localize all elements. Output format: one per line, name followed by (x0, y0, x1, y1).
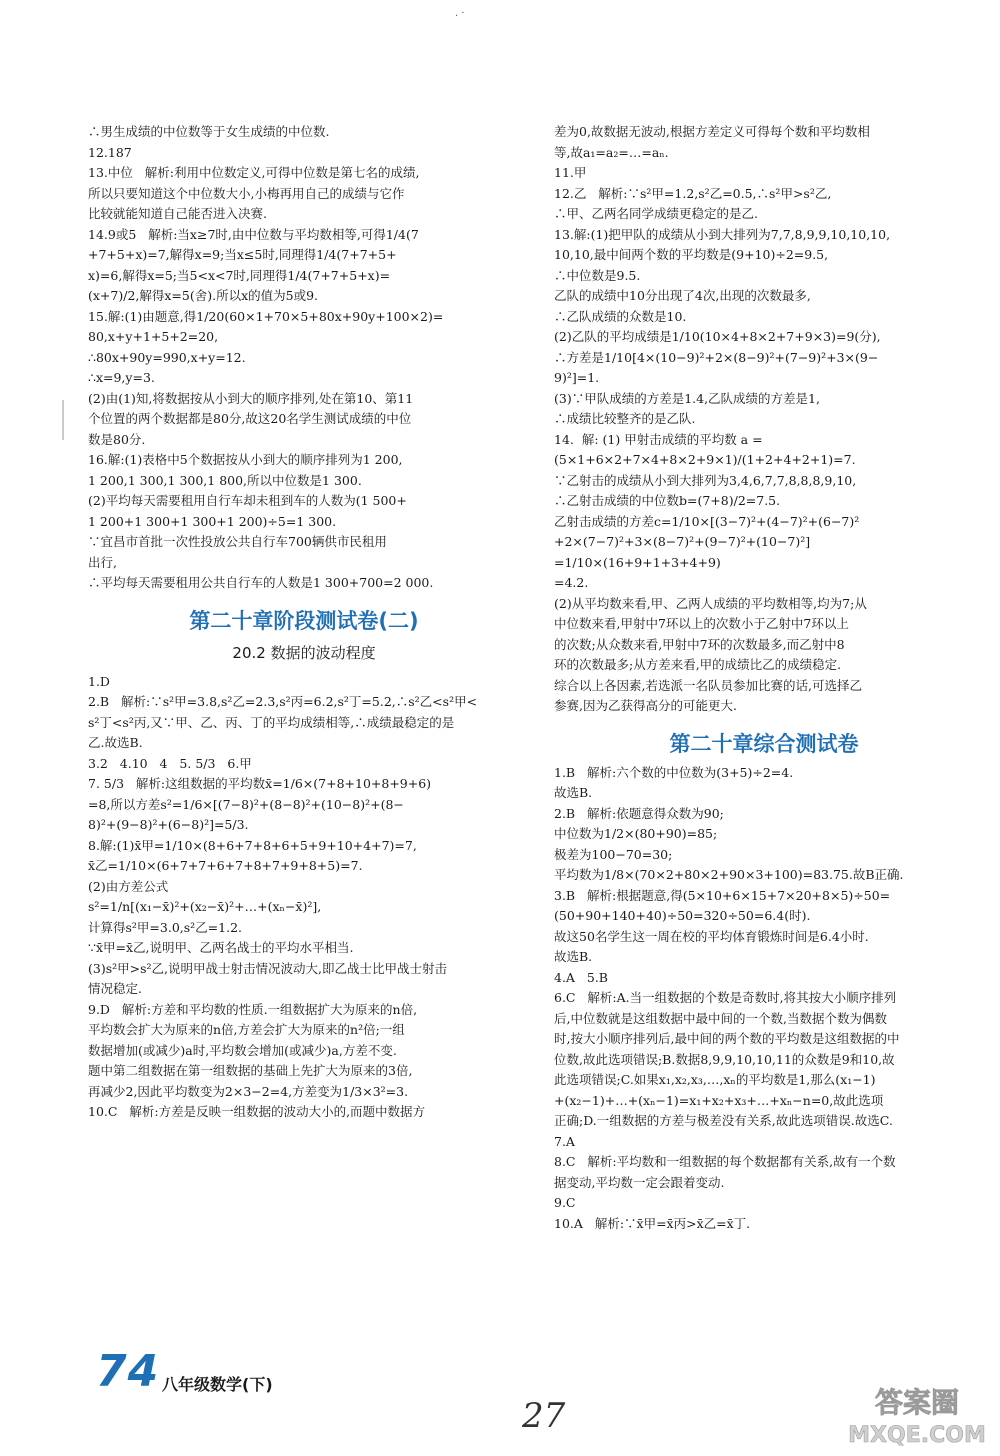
left-answers-chapter-20-1 (88, 122, 520, 594)
answer-line: ∵乙射击的成绩从小到大排列为3,4,6,7,7,8,8,8,9,10, (554, 472, 857, 488)
answer-line: 数据增加(或减少)a时,平均数会增加(或减少)a,方差不变. (88, 1042, 397, 1058)
answer-line: 乙射击成绩的方差c=1/10×[(3−7)²+(4−7)²+(6−7)² (554, 513, 860, 529)
answer-line: 1 200,1 300,1 300,1 800,所以中位数是1 300. (88, 472, 362, 488)
answer-line: 位数,故此选项错误;B.数据8,9,9,10,10,11的众数是9和10,故 (554, 1051, 895, 1067)
answer-line: 7.A (554, 1133, 575, 1149)
answer-line: ∴乙队成绩的众数是10. (554, 308, 687, 324)
answer-line: (50+90+140+40)÷50=320÷50=6.4(时). (554, 908, 811, 923)
answer-line: 乙.故选B. (88, 735, 143, 750)
answer-line: (2)平均每天需要租用自行车却未租到车的人数为(1 500+ (88, 493, 407, 508)
answer-line: 16.解:(1)表格中5个数据按从小到大的顺序排列为1 200, (88, 452, 403, 467)
answer-line: 80,x+y+1+5+2=20, (88, 329, 219, 344)
answer-line: 故选B. (554, 785, 593, 800)
left-answers-chapter-20-2 (88, 672, 520, 1123)
answer-line: 后,中位数就是这组数据中最中间的一个数,当数据个数为偶数 (554, 1010, 887, 1026)
answer-line: 环的次数最多;从方差来看,甲的成绩比乙的成绩稳定. (554, 657, 842, 672)
answer-line: 1.B 解析:六个数的中位数为(3+5)÷2=4. (554, 764, 794, 780)
answer-line: (3)∵甲队成绩的方差是1.4,乙队成绩的方差是1, (554, 390, 820, 406)
answer-line: 题中第二组数据在第一组数据的基础上先扩大为原来的3倍, (88, 1063, 413, 1078)
answer-line: s²丁<s²丙,又∵甲、乙、丙、丁的平均成绩相等,∴成绩最稳定的是 (88, 714, 455, 730)
answer-line: 中位数为1/2×(80+90)=85; (554, 826, 718, 841)
answer-line: 2.B 解析:依题意得众数为90; (554, 805, 724, 821)
answer-line: 时,按大小顺序排列后,最中间的两个数的平均数是这组数据的中 (554, 1031, 900, 1046)
answer-line: 乙队的成绩中10分出现了4次,出现的次数最多, (554, 288, 811, 303)
right-column (554, 122, 974, 1234)
answer-line: ∵x̄甲=x̄乙,说明甲、乙两名战士的平均水平相当. (88, 940, 354, 955)
answer-line: ∴方差是1/10[4×(10−9)²+2×(8−9)²+(7−9)²+3×(9− (554, 349, 879, 365)
answer-line: 8)²+(9−8)²+(6−8)²]=5/3. (88, 817, 249, 832)
answer-line: 故选B. (554, 949, 593, 964)
answer-line: (3)s²甲>s²乙,说明甲战士射击情况波动大,即乙战士比甲战士射击 (88, 960, 447, 976)
answer-line: ∴乙射击成绩的中位数b=(7+8)/2=7.5. (554, 493, 781, 508)
section-title-stage-test-2: 第二十章阶段测试卷(二) (189, 608, 419, 633)
answer-line: 平均数为1/8×(70×2+80×2+90×3+100)=83.75.故B正确. (554, 867, 904, 882)
answer-line: ∴中位数是9.5. (554, 267, 641, 283)
book-label: 八年级数学(下) (162, 1375, 273, 1394)
answer-line: 3.B 解析:根据题意,得(5×10+6×15+7×20+8×5)÷50= (554, 887, 891, 903)
answer-line: ∴成绩比较整齐的是乙队. (554, 411, 696, 426)
answer-line: 所以只要知道这个中位数大小,小梅再用自己的成绩与它作 (88, 185, 405, 201)
answer-line: 10.C 解析:方差是反映一组数据的波动大小的,而题中数据方 (88, 1104, 426, 1119)
answer-line: 计算得s²甲=3.0,s²乙=1.2. (88, 919, 243, 935)
answer-line: +2×(7−7)²+3×(8−7)²+(9−7)²+(10−7)²] (554, 534, 811, 549)
answer-line: =8,所以方差s²=1/6×[(7−8)²+(8−8)²+(10−8)²+(8− (88, 796, 404, 812)
answer-line: 7. 5/3 解析:这组数据的平均数x̄=1/6×(7+8+10+8+9+6) (88, 776, 432, 791)
answer-line: ∴x=9,y=3. (88, 370, 155, 385)
answer-line: 4.A 5.B (554, 969, 608, 985)
scan-marks: . · (455, 8, 465, 19)
section-title-comprehensive-test: 第二十章综合测试卷 (669, 731, 859, 756)
answer-line: ∴男生成绩的中位数等于女生成绩的中位数. (88, 124, 330, 139)
answer-line: 中位数来看,甲射中7环以上的次数小于乙射中7环以上 (554, 616, 849, 631)
answer-line: 比较就能知道自己能否进入决赛. (88, 206, 267, 221)
answer-line: 正确;D.一组数据的方差与极差没有关系,故此选项错误.故选C. (554, 1113, 893, 1128)
answer-line: (2)从平均数来看,甲、乙两人成绩的平均数相等,均为7;从 (554, 595, 867, 611)
answer-line: 1.D (88, 673, 110, 689)
answer-line: 12.187 (88, 144, 132, 160)
answer-line: (x+7)/2,解得x=5(舍).所以x的值为5或9. (88, 288, 318, 303)
watermark-text-cn: 答案圈 (874, 1386, 960, 1419)
answer-line: 8.解:(1)x̄甲=1/10×(8+6+7+8+6+5+9+10+4+7)=7, (88, 837, 417, 853)
answer-line: 14. 解: (1) 甲射击成绩的平均数 a = (554, 431, 763, 447)
answer-line: 出行, (88, 554, 117, 570)
answer-line: ∴80x+90y=990,x+y=12. (88, 349, 246, 365)
answer-line: (2)乙队的平均成绩是1/10(10×4+8×2+7+9×3)=9(分), (554, 329, 881, 344)
answer-line: 6.C 解析:A.当一组数据的个数是奇数时,将其按大小顺序排列 (554, 990, 897, 1005)
answer-line: (2)由(1)知,将数据按从小到大的顺序排列,处在第10、第11 (88, 390, 414, 406)
section-subtitle: 20.2 数据的波动程度 (232, 643, 376, 662)
answer-line: (2)由方差公式 (88, 878, 169, 894)
answer-line: 12.乙 解析:∵s²甲=1.2,s²乙=0.5,∴s²甲>s²乙, (554, 185, 832, 201)
answer-line: 综合以上各因素,若选派一名队员参加比赛的话,可选择乙 (554, 677, 862, 693)
answer-line: 此选项错误;C.如果x₁,x₂,x₃,…,xₙ的平均数是1,那么(x₁−1) (554, 1072, 876, 1087)
margin-mark (62, 400, 64, 440)
answer-line: 15.解:(1)由题意,得1/20(60×1+70×5+80x+90y+100×2)= (88, 308, 444, 324)
answer-line: +7+5+x)=7,解得x=9;当x≤5时,同理得1/4(7+7+5+ (88, 247, 397, 262)
answer-line: 平均数会扩大为原来的n倍,方差会扩大为原来的n²倍;一组 (88, 1022, 405, 1037)
answer-line: 再减少2,因此平均数变为2×3−2=4,方差变为1/3×3²=3. (88, 1083, 409, 1099)
answer-line: =4.2. (554, 575, 589, 590)
answer-line: ∴甲、乙两名同学成绩更稳定的是乙. (554, 206, 758, 221)
answer-line: 等,故a₁=a₂=…=aₙ. (554, 144, 669, 160)
answer-line: 极差为100−70=30; (554, 846, 673, 862)
answer-line: x̄乙=1/10×(6+7+7+6+7+8+7+9+8+5)=7. (88, 858, 363, 873)
answer-line: 8.C 解析:平均数和一组数据的每个数据都有关系,故有一个数 (554, 1154, 896, 1169)
answer-line: x)=6,解得x=5;当5<x<7时,同理得1/4(7+7+5+x)= (88, 267, 391, 283)
right-answers-comprehensive (554, 763, 974, 1235)
answer-line: 10,10,最中间两个数的平均数是(9+10)÷2=9.5, (554, 247, 829, 262)
answer-line: 14.9或5 解析:当x≥7时,由中位数与平均数相等,可得1/4(7 (88, 226, 419, 242)
answer-line: 个位置的两个数据都是80分,故这20名学生测试成绩的中位 (88, 411, 412, 426)
handwritten-number: 27 (522, 1396, 566, 1436)
watermark-text-url: MXQE.COM (848, 1423, 986, 1448)
right-answers-continued (554, 122, 974, 717)
answer-line: 13.解:(1)把甲队的成绩从小到大排列为7,7,8,9,9,10,10,10, (554, 226, 891, 242)
answer-line: s²=1/n[(x₁−x̄)²+(x₂−x̄)²+…+(xₙ−x̄)²], (88, 899, 322, 914)
answer-line: (5×1+6×2+7×4+8×2+9×1)/(1+2+4+2+1)=7. (554, 452, 856, 467)
answer-line: +(x₂−1)+…+(xₙ−1)=x₁+x₂+x₃+…+xₙ−n=0,故此选项 (554, 1092, 884, 1108)
answer-line: 差为0,故数据无波动,根据方差定义可得每个数和平均数相 (554, 124, 870, 139)
answer-line: 2.B 解析:∵s²甲=3.8,s²乙=2.3,s²丙=6.2,s²丁=5.2,∴s²乙<s²甲< (88, 694, 478, 709)
answer-line: 13.中位 解析:利用中位数定义,可得中位数是第七名的成绩, (88, 165, 420, 180)
answer-line: 据变动,平均数一定会跟着变动. (554, 1174, 725, 1190)
answer-line: 9.D 解析:方差和平均数的性质.一组数据扩大为原来的n倍, (88, 1001, 418, 1017)
answer-line: 1 200+1 300+1 300+1 200)÷5=1 300. (88, 513, 337, 529)
answer-line: ∴平均每天需要租用公共自行车的人数是1 300+700=2 000. (88, 575, 434, 590)
answer-line: 的次数;从众数来看,甲射中7环的次数最多,而乙射中8 (554, 636, 845, 652)
answer-line: 参赛,因为乙获得高分的可能更大. (554, 698, 737, 713)
answer-line: =1/10×(16+9+1+3+4+9) (554, 554, 721, 570)
answer-line: 9.C (554, 1195, 576, 1210)
answer-line: 故这50名学生这一周在校的平均体育锻炼时间是6.4小时. (554, 928, 869, 944)
answer-line: 11.甲 (554, 165, 587, 180)
answer-line: 10.A 解析:∵x̄甲=x̄丙>x̄乙=x̄丁. (554, 1215, 751, 1231)
page-number: 74 (96, 1346, 160, 1397)
answer-line: 情况稳定. (88, 981, 142, 996)
watermark-logo (842, 1380, 992, 1450)
answer-line: 3.2 4.10 4 5. 5/3 6.甲 (88, 755, 252, 771)
answer-line: ∵宜昌市首批一次性投放公共自行车700辆供市民租用 (88, 534, 387, 549)
answer-line: 9)²]=1. (554, 370, 600, 385)
left-column (88, 122, 520, 1123)
answer-line: 数是80分. (88, 431, 146, 447)
